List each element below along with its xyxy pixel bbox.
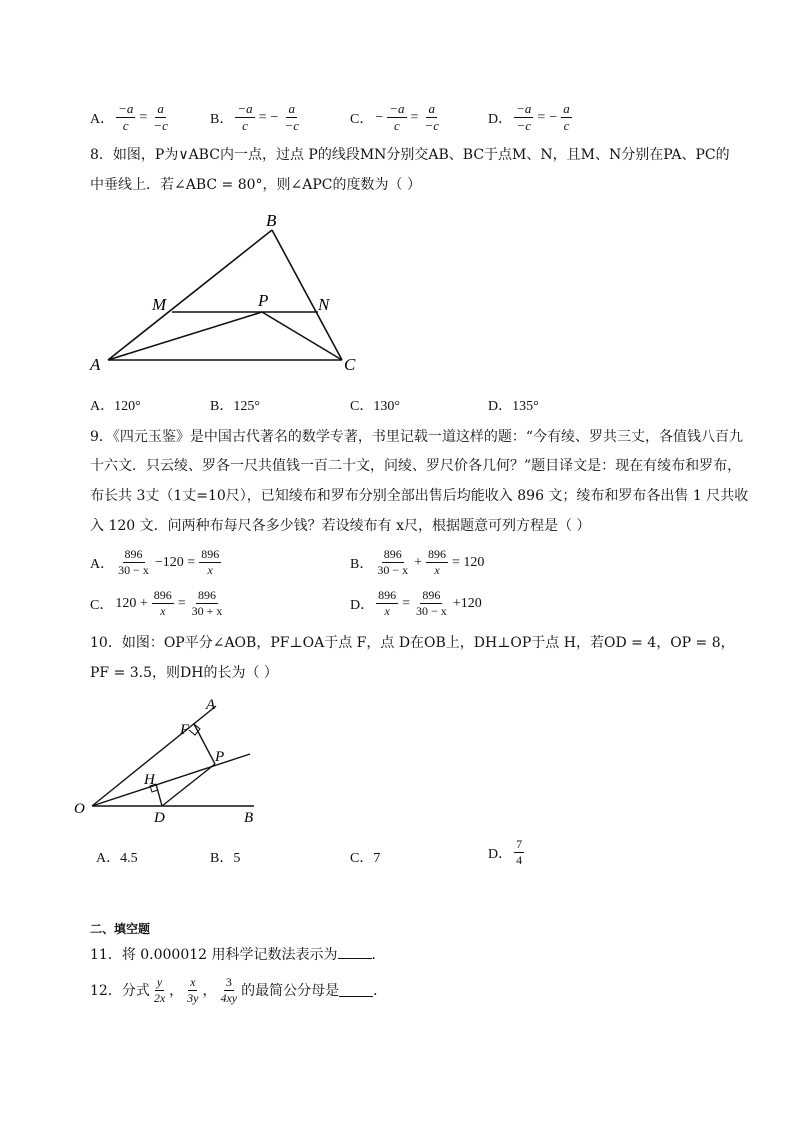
- label-p: P: [258, 291, 269, 310]
- segment-ap: [108, 312, 262, 360]
- q9-a-fraction-2: $\frac{896}{x}$: [201, 547, 220, 577]
- label-d: D: [154, 810, 165, 826]
- segment-dp: [162, 764, 215, 806]
- label-a: A: [90, 355, 101, 374]
- segment-dh: [156, 784, 162, 806]
- q8-stem-line2: 中垂线上．若∠ABC = 80°，则∠APC的度数为（ ）: [90, 177, 421, 193]
- q8-option-c: C．130°: [350, 399, 400, 414]
- q11-stem: 11．将 0.000012 用科学记数法表示为 ．: [90, 947, 386, 963]
- q10-angle-figure: [70, 694, 270, 834]
- q9-stem-line1: 9．《四元玉鉴》是中国古代著名的数学专著，书里记载一道这样的题：“今有绫、罗共三丈，各值钱八百九: [90, 429, 744, 445]
- q7-c-right-fraction: $\frac{a}{-c}$: [424, 101, 439, 133]
- q9-stem-line3: 布长共 3丈（1丈=10尺），已知绫布和罗布分别全部出售后均能收入 896 文；绫布和罗布各出售 1 尺共收: [90, 488, 749, 504]
- label-h: H: [144, 772, 155, 788]
- q9-option-d: D． $\frac{896}{x}$ = $\frac{896}{30 - x}$ +120: [350, 588, 482, 618]
- q9-option-c: C． 120 + $\frac{896}{x}$ = $\frac{896}{30 + x}$: [90, 588, 223, 618]
- q7-option-d: D． $\frac{-a}{-c}$ = − $\frac{a}{c}$: [488, 101, 570, 133]
- q9-b-fraction-1: $\frac{896}{30 - x}$: [377, 547, 409, 577]
- q10-option-d: D． $\frac{7}{4}$: [488, 837, 523, 867]
- segment-pc: [262, 312, 342, 360]
- q12-fraction-3: $\frac{3}{4xy}$: [220, 975, 238, 1005]
- label-c: C: [344, 355, 356, 374]
- q7-d-right-fraction: $\frac{a}{c}$: [563, 101, 570, 133]
- q11-answer-blank: [338, 946, 372, 959]
- label-o: O: [74, 801, 85, 817]
- q9-c-fraction-2: $\frac{896}{30 + x}$: [191, 588, 223, 618]
- q7-b-left-fraction: $\frac{-a}{c}$: [237, 101, 253, 133]
- section-title-fill-in: 二、填空题: [90, 922, 151, 936]
- q7-a-right-fraction: $\frac{a}{-c}$: [153, 101, 168, 133]
- q7-d-left-fraction: $\frac{-a}{-c}$: [516, 101, 532, 133]
- q7-option-b: B． $\frac{-a}{c}$ = − $\frac{a}{-c}$: [210, 101, 299, 133]
- segment-ab: [108, 230, 272, 360]
- q9-c-fraction-1: $\frac{896}{x}$: [153, 588, 172, 618]
- q12-fraction-1: $\frac{y}{2x}$: [153, 975, 166, 1005]
- q9-stem-line2: 十六文．只云绫、罗各一尺共值钱一百二十文，问绫、罗尺价各几何？”题目译文是：现在有绫布和罗布，: [90, 458, 742, 474]
- q8-option-a: A．120°: [90, 399, 141, 414]
- q9-d-fraction-1: $\frac{896}{x}$: [378, 588, 397, 618]
- q9-stem-line4: 入 120 文．问两种布每尺各多少钱？若设绫布有 x尺，根据题意可列方程是（ ）: [90, 518, 591, 534]
- q10-option-a: A．4.5: [96, 851, 138, 866]
- segment-bc: [272, 230, 342, 360]
- label-p: P: [215, 749, 225, 765]
- segment-pf: [194, 724, 215, 764]
- q8-stem-line1: 8．如图，P为∨ABC内一点，过点 P的线段MN分别交AB、BC于点M、N，且M、N分别在PA、PC的: [90, 147, 730, 163]
- q12-fraction-2: $\frac{x}{3y}$: [187, 975, 199, 1005]
- q7-a-left-fraction: $\frac{-a}{c}$: [118, 101, 134, 133]
- q9-d-fraction-2: $\frac{896}{30 - x}$: [416, 588, 447, 618]
- label-m: M: [152, 295, 167, 314]
- q9-a-fraction-1: $\frac{896}{30 - x}$: [118, 547, 149, 577]
- q10-d-fraction: $\frac{7}{4}$: [516, 837, 523, 867]
- q7-option-a: A． $\frac{-a}{c}$ = $\frac{a}{-c}$: [90, 101, 168, 133]
- q7-b-right-fraction: $\frac{a}{-c}$: [284, 101, 299, 133]
- label-f: F: [180, 722, 190, 738]
- q8-option-d: D．135°: [488, 399, 539, 414]
- label-b: B: [244, 810, 254, 826]
- q7-option-c: C． − $\frac{-a}{c}$ = $\frac{a}{-c}$: [350, 101, 439, 133]
- q10-option-b: B．5: [210, 851, 241, 866]
- q12-answer-blank: [339, 984, 373, 997]
- q9-option-a: A． $\frac{896}{30 - x}$ −120 = $\frac{896}{x}$: [90, 547, 220, 577]
- q7-c-left-fraction: $\frac{-a}{c}$: [389, 101, 405, 133]
- q8-option-b: B．125°: [210, 399, 260, 414]
- label-a: A: [206, 697, 216, 713]
- q9-b-fraction-2: $\frac{896}{x}$: [428, 547, 447, 577]
- q12-stem: 12．分式 $\frac{y}{2x}$ ， $\frac{x}{3y}$ ， $\frac{3}{4xy}$ 的最简公分母是 ．: [90, 975, 388, 1005]
- q8-triangle-figure: [86, 206, 376, 376]
- q9-option-b: B． $\frac{896}{30 - x}$ + $\frac{896}{x}$ = 120: [350, 547, 485, 577]
- q10-stem-line1: 10．如图：OP平分∠AOB，PF⊥OA于点 F，点 D在OB上，DH⊥OP于点 H，若OD = 4，OP = 8，: [90, 635, 735, 651]
- label-n: N: [318, 295, 330, 314]
- q10-stem-line2: PF = 3.5，则DH的长为（ ）: [90, 665, 278, 681]
- label-b: B: [266, 211, 277, 230]
- q10-option-c: C．7: [350, 851, 381, 866]
